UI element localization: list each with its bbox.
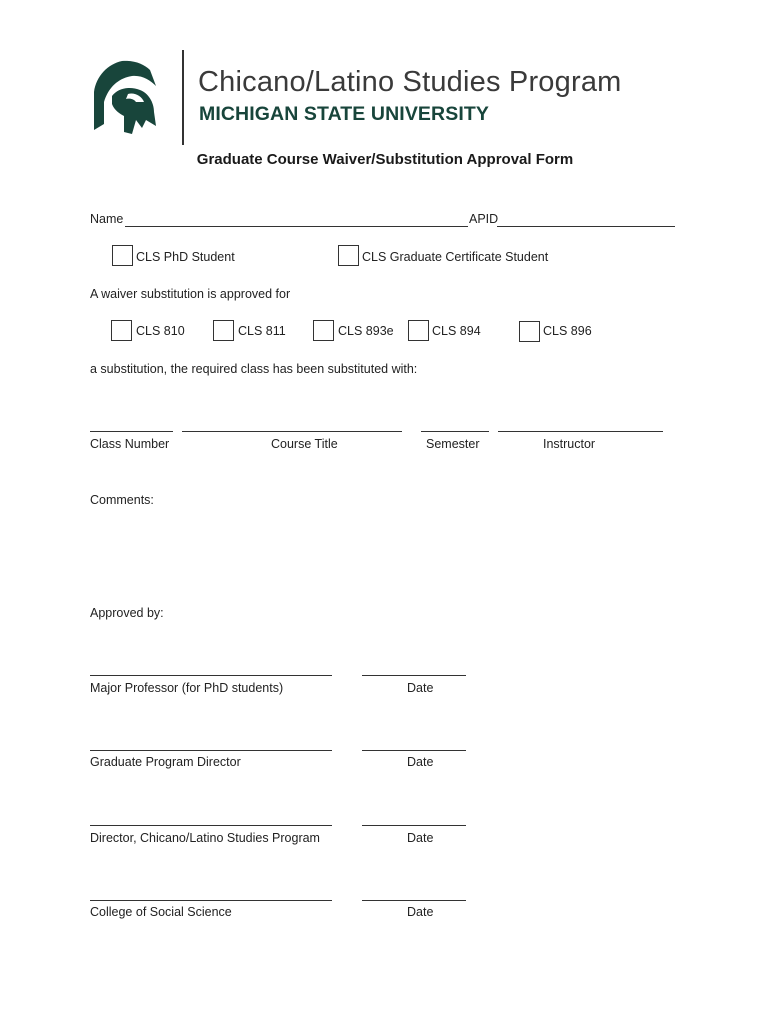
- course-title-field[interactable]: [182, 431, 402, 432]
- checkbox-cls-810[interactable]: [111, 320, 132, 341]
- instructor-label: Instructor: [543, 437, 596, 451]
- signature-line-major-professor[interactable]: [90, 675, 332, 676]
- approved-by-label: Approved by:: [90, 606, 164, 620]
- checkbox-label-cls-811: CLS 811: [238, 324, 286, 338]
- checkbox-cls-phd[interactable]: [112, 245, 133, 266]
- date-label-major-professor: Date: [407, 681, 434, 695]
- checkbox-cls-893e[interactable]: [313, 320, 334, 341]
- spartan-helmet-icon: [92, 58, 162, 138]
- header-divider: [182, 50, 184, 145]
- class-number-label: Class Number: [90, 437, 170, 451]
- checkbox-label-cls-grad-certificate: CLS Graduate Certificate Student: [362, 250, 549, 264]
- checkbox-label-cls-893e: CLS 893e: [338, 324, 394, 338]
- checkbox-cls-grad-certificate[interactable]: [338, 245, 359, 266]
- program-name: Chicano/Latino Studies Program: [198, 66, 622, 98]
- signature-line-cls-director[interactable]: [90, 825, 332, 826]
- signature-line-social-science[interactable]: [90, 900, 332, 901]
- date-label-cls-director: Date: [407, 831, 434, 845]
- checkbox-cls-811[interactable]: [213, 320, 234, 341]
- apid-field[interactable]: [497, 226, 675, 227]
- date-line-grad-director[interactable]: [362, 750, 466, 751]
- semester-field[interactable]: [421, 431, 489, 432]
- date-label-social-science: Date: [407, 905, 434, 919]
- university-name: MICHIGAN STATE UNIVERSITY: [199, 103, 489, 125]
- semester-label: Semester: [426, 437, 480, 451]
- apid-label: APID: [469, 212, 499, 226]
- name-label: Name: [90, 212, 124, 226]
- checkbox-label-cls-phd: CLS PhD Student: [136, 250, 235, 264]
- date-label-grad-director: Date: [407, 755, 434, 769]
- date-line-major-professor[interactable]: [362, 675, 466, 676]
- checkbox-label-cls-896: CLS 896: [543, 324, 592, 338]
- name-field[interactable]: [125, 226, 468, 227]
- checkbox-label-cls-810: CLS 810: [136, 324, 185, 338]
- signature-role-grad-director: Graduate Program Director: [90, 755, 241, 769]
- waiver-text: A waiver substitution is approved for: [90, 287, 291, 301]
- class-number-field[interactable]: [90, 431, 173, 432]
- signature-role-social-science: College of Social Science: [90, 905, 232, 919]
- checkbox-cls-896[interactable]: [519, 321, 540, 342]
- signature-role-major-professor: Major Professor (for PhD students): [90, 681, 284, 695]
- course-title-label: Course Title: [271, 437, 338, 451]
- signature-role-cls-director: Director, Chicano/Latino Studies Program: [90, 831, 320, 845]
- instructor-field[interactable]: [498, 431, 663, 432]
- form-title: Graduate Course Waiver/Substitution Approval Form: [196, 151, 574, 168]
- date-line-cls-director[interactable]: [362, 825, 466, 826]
- comments-label: Comments:: [90, 493, 154, 507]
- signature-line-grad-director[interactable]: [90, 750, 332, 751]
- checkbox-label-cls-894: CLS 894: [432, 324, 481, 338]
- substitution-text: a substitution, the required class has been substituted with:: [90, 362, 418, 376]
- checkbox-cls-894[interactable]: [408, 320, 429, 341]
- date-line-social-science[interactable]: [362, 900, 466, 901]
